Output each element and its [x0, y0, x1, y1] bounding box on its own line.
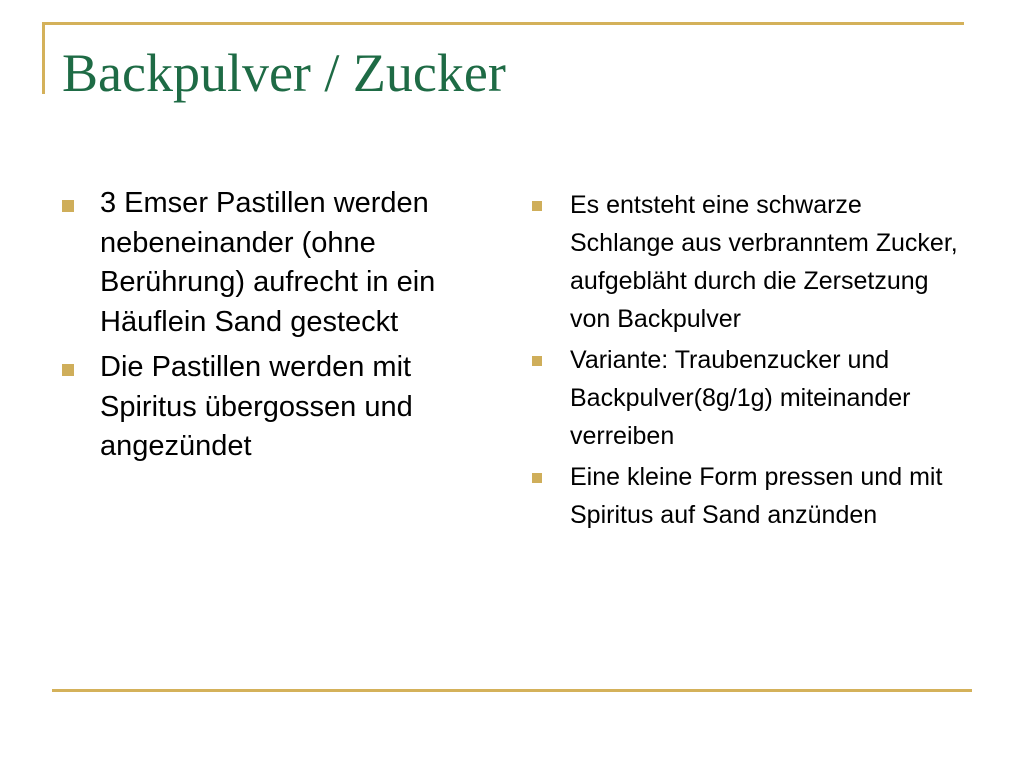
list-item	[530, 458, 960, 534]
list-item-text: 3 Emser Pastillen werden nebeneinander (ohne Berührung) aufrecht in ein Häuflein Sand gesteckt	[100, 187, 436, 338]
frame-left-line	[42, 22, 45, 94]
list-item-text: Es entsteht eine schwarze Schlange aus verbranntem Zucker, aufgebläht durch die Zersetzung von Backpulver	[570, 191, 958, 333]
slide-title: Backpulver / Zucker	[62, 43, 506, 103]
square-bullet-icon	[532, 201, 542, 211]
list-item	[62, 348, 492, 467]
left-bullet-list	[62, 184, 492, 473]
list-item	[530, 186, 960, 338]
square-bullet-icon	[62, 200, 74, 212]
list-item-text: Variante: Traubenzucker und Backpulver(8g/1g) miteinander verreiben	[570, 346, 911, 450]
right-bullet-list	[530, 186, 960, 537]
list-item-text: Eine kleine Form pressen und mit Spiritus auf Sand anzünden	[570, 463, 943, 529]
square-bullet-icon	[62, 364, 74, 376]
frame-top-line	[42, 22, 964, 25]
square-bullet-icon	[532, 473, 542, 483]
square-bullet-icon	[532, 356, 542, 366]
list-item	[530, 341, 960, 455]
list-item-text: Die Pastillen werden mit Spiritus übergossen und angezündet	[100, 351, 413, 462]
list-item	[62, 184, 492, 342]
frame-bottom-line	[52, 689, 972, 692]
